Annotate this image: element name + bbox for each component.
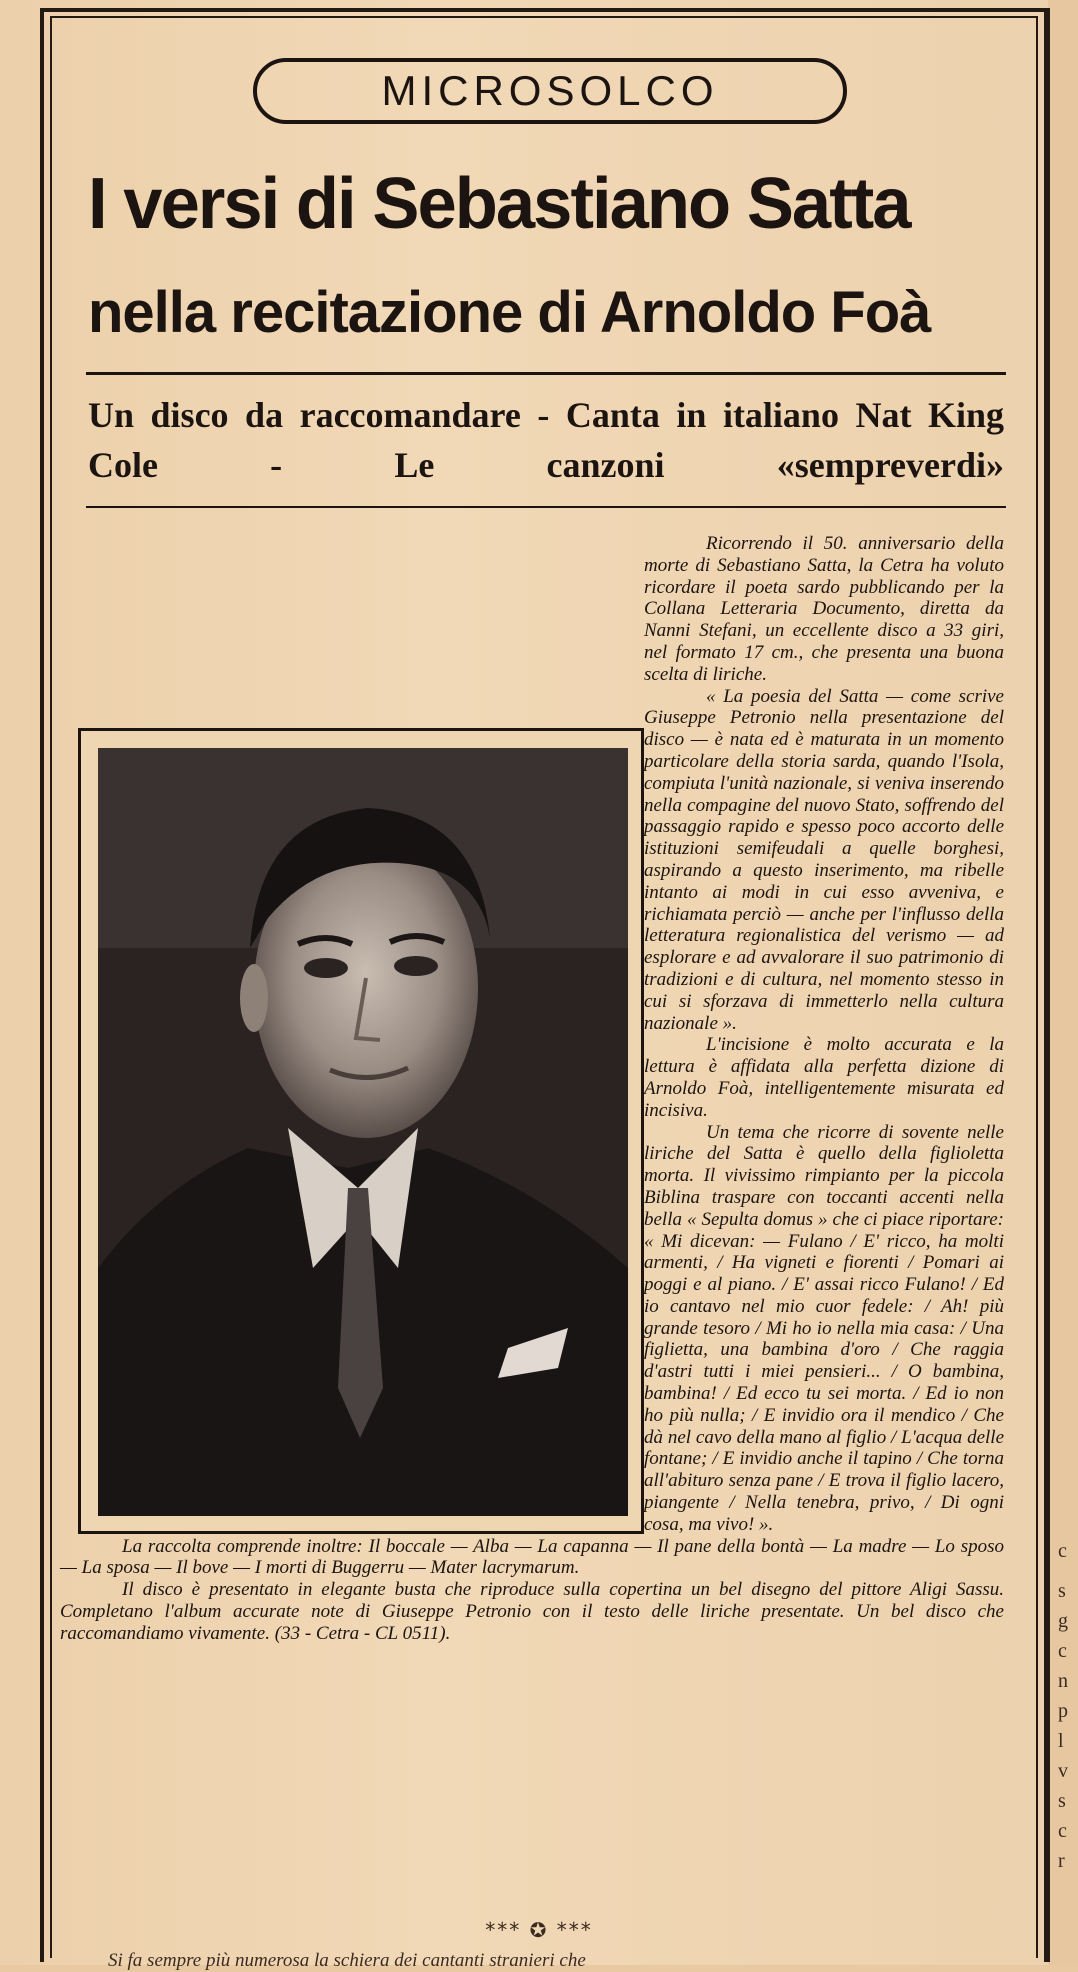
article-paragraph: Il disco è presentato in elegante busta che riproduce sulla copertina un bel disegno del pittore Aligi Sassu. Completano l'album accurate note di Giuseppe Petronio con il testo delle liriche presentate. Un bel disco che raccomandiamo vivamente. (33 - Cetra - CL 0511).: [60, 1579, 1004, 1644]
subheadline: Un disco da raccomandare - Canta in italiano Nat King Cole - Le canzoni «sempreverdi»: [88, 395, 1004, 485]
adjacent-letter: c: [1058, 1540, 1067, 1562]
kicker-label: MICROSOLCO: [381, 67, 719, 114]
adjacent-letter: l: [1058, 1730, 1064, 1752]
subheadline-rule: [86, 506, 1006, 508]
article-paragraph: L'incisione è molto accurata e la lettura è affidata alla perfetta dizione di Arnoldo Foà, intelligentemente misurata ed incisiva.: [644, 1034, 1004, 1121]
article-paragraph: « La poesia del Satta — come scrive Giuseppe Petronio nella presentazione del disco — è nata ed è maturata in un momento particolare della storia sarda, quando l'Isola, compiuta l'unità nazionale, si veniva inserendo nella compagine del nuovo Stato, soffrendo del passaggio rapido e spesso poco accorto delle istituzioni semifeudali a quelle borghesi, aspirando a questo inserimento, ma ribelle intanto ai modi in cui esso avveniva, e richiamata perciò — anche per l'influsso della letteratura regionalistica del verismo — ad esplorare e ad avvalorare il suo patrimonio di tradizioni e di cultura, nel momento stesso in cui si sforzava di immetterlo nella cultura nazionale ».: [644, 685, 1004, 1034]
photo-wrap-spacer: [60, 729, 644, 1529]
article-paragraph: Ricorrendo il 50. anniversario della morte di Sebastiano Satta, la Cetra ha voluto ricordare il poeta sardo pubblicando per la Collana Letteraria Documento, diretta da Nanni Stefani, un eccellente disco a 33 giri, nel formato 17 cm., che presenta una buona scelta di liriche.: [644, 533, 1004, 685]
adjacent-letter: s: [1058, 1580, 1066, 1602]
headline-rule: [86, 372, 1006, 375]
adjacent-letter: n: [1058, 1670, 1068, 1692]
adjacent-letter: p: [1058, 1700, 1068, 1722]
article-paragraph: La raccolta comprende inoltre: Il boccale — Alba — La capanna — Il pane della bontà — La madre — Lo sposo — La sposa — Il bove — I morti di Buggerru — Mater lacrymarum.: [60, 1535, 1004, 1579]
headline-line-1: I versi di Sebastiano Satta: [88, 164, 910, 244]
article-paragraph: Un tema che ricorre di sovente nelle liriche del Satta è quello della figlioletta morta. Il vivissimo rimpianto per la piccola Biblina traspare con toccanti accenti nella bella « Sepulta domus » che ci piace riportare: « Mi dicevan: — Fulano / E' ricco, ha molti armenti, / Ha vigneti e fiorenti / Pomari ai poggi e al piano. / E' assai ricco Fulano! / Ed io cantavo nel mio cuor fedele: / Ah! più grande tesoro / Mi ho io nella mia casa: / Una figlietta, una bambina d'oro / Che raggia d'astri tutti i miei pensieri... / O bambina, bambina! / Ed ecco tu sei morta. / Ed io non ho più nulla; / E invidio ora il mendico / Che dà nel cavo della mano al figlio / L'acqua delle fontane; / E invidio anche il tapino / Che torna all'abituro senza pane / E trova il figlio lacero, piangente / Nella tenebra, privo, / Di ogni cosa, ma vivo! ».: [644, 1121, 1004, 1535]
adjacent-letter: c: [1058, 1640, 1067, 1662]
adjacent-letter: g: [1058, 1610, 1068, 1632]
next-article-fragment: Si fa sempre più numerosa la schiera dei cantanti stranieri che: [108, 1950, 586, 1971]
adjacent-letter: s: [1058, 1790, 1066, 1812]
article-body: [60, 533, 1004, 1645]
adjacent-letter: c: [1058, 1820, 1067, 1842]
headline-line-2: nella recitazione di Arnoldo Foà: [88, 280, 931, 345]
section-kicker: [253, 58, 847, 124]
adjacent-letter: v: [1058, 1760, 1068, 1782]
adjacent-letter: r: [1058, 1850, 1065, 1872]
section-separator: *** ✪ ***: [485, 1918, 593, 1942]
